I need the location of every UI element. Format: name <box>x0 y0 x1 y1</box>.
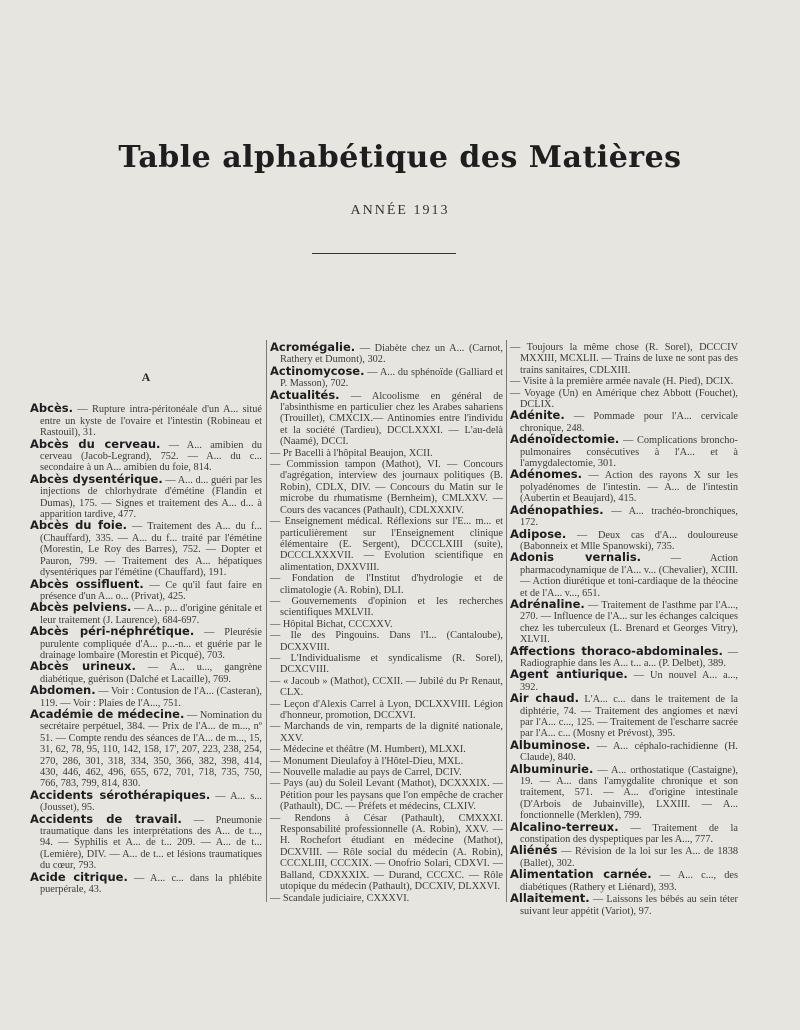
entry-heading: Actinomycose. <box>270 363 365 378</box>
index-entry <box>270 596 503 619</box>
index-entry <box>30 403 262 438</box>
index-entry <box>30 471 262 521</box>
index-entry <box>510 388 738 411</box>
entry-text: — Un nouvel A... a..., 392. <box>520 670 738 693</box>
entry-heading: Aliénés <box>510 843 558 858</box>
index-entry <box>30 626 262 661</box>
entry-heading: Adrénaline. <box>510 596 585 611</box>
entry-heading: Adénite. <box>510 408 565 423</box>
index-entry <box>510 819 738 846</box>
entry-heading: Abcès péri-néphrétique. <box>30 624 195 639</box>
entry-text: — A... p... d'origine génitale et leur traitement (J. Laurence), 684-697. <box>40 603 262 626</box>
entry-heading: Adonis vernalis. <box>510 550 642 565</box>
index-entry <box>510 893 738 917</box>
index-entry <box>270 756 503 767</box>
entry-heading: Abcès du cerveau. <box>30 436 161 451</box>
index-column-2 <box>270 342 503 904</box>
entry-text: — A... orthostatique (Castaigne), 19. — A... dans l'amygdalite chronique et son traitement, 571. — A... d'origine intestinale (D'Arbois de Jubainville), LXXIII. — A... fonctionnelle (Merklen), 799. <box>520 764 738 822</box>
index-entry <box>510 342 738 376</box>
entry-text: — Laissons les bébés au sein téter suivant leur appétit (Variot), 97. <box>520 894 738 917</box>
entry-text: — Révision de la loi sur les A... de 1838 (Ballet), 302. <box>520 846 738 869</box>
index-entry <box>510 376 738 387</box>
entry-heading: Abcès pelviens. <box>30 600 132 615</box>
entry-text: — Voir : Contusion de l'A... (Casteran), 119. — Voir : Plaies de l'A..., 751. <box>40 686 262 709</box>
index-entry <box>270 363 503 390</box>
entry-text: — Monument Dieulafoy à l'Hôtel-Dieu, MXL. <box>270 755 464 767</box>
entry-text: L'A... c... dans le traitement de la diphtérie, 74. — Traitement des angiomes et nævi par l'A... c..., 125. — Traitement de l'escharre sacrée par l'A... c... (Mosny et Prévost), 395. <box>520 694 739 740</box>
index-entry <box>510 737 738 764</box>
entry-heading: Acide citrique. <box>30 869 128 884</box>
index-entry <box>30 602 262 626</box>
entry-text: — Scandale judiciaire, CXXXVI. <box>270 892 410 904</box>
year-heading: ANNÉE 1913 <box>350 203 450 218</box>
index-entry <box>30 685 262 709</box>
entry-text: — Commission tampon (Mathot), VI. — Concours d'agrégation, interview des journaux politiques (B. Robin), CDLX, DIV. — Concours du Matin sur le microbe du rhumatisme (Bernheim), CMLXXV. — Cours des vacances (Pathault), CDLXXXIV. <box>270 459 503 516</box>
index-entry <box>270 699 503 722</box>
entry-heading: Actualités. <box>270 387 340 402</box>
entry-text: — Marchands de vin, remparts de la dignité nationale, XXV. <box>270 721 503 744</box>
entry-text: — L'Individualisme et syndicalisme (R. Sorel), DCXCVIII. <box>270 652 503 676</box>
index-entry <box>270 778 503 812</box>
index-entry <box>30 520 262 578</box>
index-entry <box>270 342 503 366</box>
entry-text: — Enseignement médical. Réflexions sur l'E... m... et particulièrement sur l'Enseignement clinique élémentaire (E. Sergent), DCCCLXIII (suite), DCCCLXXXVII. — Evolution scientifique en alimentation, DXXVIII. <box>270 516 503 573</box>
index-entry <box>270 893 503 904</box>
entry-text: — A... d... guéri par les injections de chlorhydrate d'émétine (Flandin et Dumas), 175. — Signes et traitement des A... d... à apparition tardive, 477. <box>40 474 262 521</box>
index-entry <box>510 643 739 670</box>
index-entry <box>510 469 738 504</box>
entry-text: — Pays (au) du Soleil Levant (Mathot), DCXXXIX. — Pétition pour les paysans que l'on empêche de cracher (Pathault), DC. — Préfets et médecins, CLXIV. <box>270 778 503 813</box>
index-entry <box>270 630 503 653</box>
entry-text: — Pr Bacelli à l'hôpital Beaujon, XCII. <box>270 447 433 459</box>
entry-text: — Alcoolisme en général de l'absinthisme en particulier chez les Arabes sahariens (Trouillet), CMXCIX.— Antinomies entre l'individu et la société (Tardieu), DCCLXXXI. — L'au-delà (Naamé), DCCI. <box>280 390 503 448</box>
index-entry <box>510 869 738 893</box>
entry-heading: Alimentation carnée. <box>510 867 652 882</box>
index-entry <box>270 744 503 755</box>
entry-text: — Complications broncho-pulmonaires consécutives à l'A... et à l'amygdalectomie, 301. <box>520 435 738 470</box>
entry-heading: Adipose. <box>510 526 567 541</box>
entry-text: — « Jacoub » (Mathot), CCXII. — Jubilé du Pr Renaut, CLX. <box>270 675 503 699</box>
index-entry <box>30 811 263 872</box>
index-entry <box>270 653 503 676</box>
index-entry <box>510 761 738 822</box>
entry-heading: Abcès ossifluent. <box>30 576 144 591</box>
entry-text: — Pneumonie traumatique dans les interprétations des A... de t..., 94. — Syphilis et A... de t... 209. — A... de t... (Lemière), DIV. — A... de t... et lésions traumatiques du cœur, 793. <box>40 814 263 872</box>
index-entry <box>270 573 503 596</box>
index-column-1 <box>30 340 262 895</box>
section-letter: A <box>141 370 151 384</box>
entry-text: — A... s... (Jousset), 95. <box>40 790 262 814</box>
entry-heading: Académie de médecine. <box>30 706 185 721</box>
index-entry <box>270 448 503 459</box>
entry-heading: Abcès du foie. <box>30 518 127 533</box>
index-entry <box>30 706 262 790</box>
entry-text: — Visite à la première armée navale (H. Pied), DCIX. <box>510 376 734 388</box>
column-3-entries <box>510 342 738 917</box>
index-entry <box>30 787 262 814</box>
entry-text: — Pleurésie purulente compliquée d'A... p...-n... et guérie par le drainage lombaire (Morestin et Picqué), 703. <box>40 627 262 661</box>
entry-heading: Abcès dysentérique. <box>30 471 163 486</box>
entry-heading: Agent antiurique. <box>510 667 628 682</box>
index-column-3 <box>510 342 738 917</box>
entry-text: — Hôpital Bichat, CCCXXV. <box>270 618 393 630</box>
entry-text: — Nomination du secrétaire perpétuel, 384. — Prix de l'A... de m..., nº 51. — Compte rendu des séances de l'A... de m..., 15, 31, 62, 78, 95, 110, 142, 158, 17', 207, 223, 238, 254, 270, 286, 301, 318, 334, 350, 366, 382, 398, 414, 430, 446, 462, 496, 655, 672, 701, 718, 735, 750, 766, 783, 799, 814, 830. <box>40 709 262 790</box>
title-rule <box>312 253 456 254</box>
entry-text: — Ce qu'il faut faire en présence d'un A... o... (Privat), 425. <box>40 579 262 602</box>
entry-heading: Adénoïdectomie. <box>510 432 620 447</box>
index-entry <box>270 516 503 573</box>
entry-heading: Abcès urineux. <box>30 659 136 674</box>
entry-text: — Leçon d'Alexis Carrel à Lyon, DCLXXVIII. Légion d'honneur, promotion, DCCXVI. <box>270 698 503 721</box>
entry-text: — Action des rayons X sur les polyadénomes de l'intestin. — A... de l'intestin (Aubertin et Beaujard), 415. <box>520 470 738 505</box>
index-entry <box>510 502 738 529</box>
entry-text: — Nouvelle maladie au pays de Carrel, DCIV. <box>270 767 462 779</box>
index-entry <box>270 459 503 516</box>
entry-text: — Fondation de l'Institut d'hydrologie et de climatologie (A. Robin), DLI. <box>270 573 503 596</box>
index-entry <box>270 676 503 699</box>
entry-heading: Accidents de travail. <box>30 811 182 826</box>
entry-text: — Voyage (Un) en Amérique chez Abbott (Fouchet), DCLIX. <box>510 387 738 411</box>
index-entry <box>30 661 262 685</box>
entry-heading: Abdomen. <box>30 683 96 698</box>
index-entry <box>510 596 738 646</box>
entry-text: — Deux cas d'A... douloureuse (Babonneix et Mlle Spanowski), 735. <box>520 529 738 552</box>
entry-text: — Rupture intra-péritonéale d'un A... situé entre un kyste de l'ovaire et l'intestin (Robineau et Rastouil), 31. <box>40 404 262 439</box>
entry-heading: Adénomes. <box>510 467 583 482</box>
entry-heading: Abcès. <box>30 401 73 416</box>
index-entry <box>30 869 262 896</box>
entry-text: — Diabète chez un A... (Carnot, Rathery et Dumont), 302. <box>280 343 503 366</box>
entry-heading: Affections thoraco-abdominales. <box>510 643 723 658</box>
entry-heading: Adénopathies. <box>510 502 604 517</box>
index-entry <box>270 387 503 448</box>
column-divider-2 <box>506 340 507 902</box>
entry-heading: Allaitement. <box>510 891 590 906</box>
entry-text: — Radiographie dans les A... t... a... (P. Delbet), 389. <box>520 646 739 669</box>
page-title: Table alphabétique des Matières <box>118 140 682 175</box>
index-entry <box>30 436 263 474</box>
entry-text: — A... du sphénoïde (Galliard et P. Masson), 702. <box>280 366 503 390</box>
index-entry <box>270 619 503 630</box>
entry-text: — Médecine et théâtre (M. Humbert), MLXXI. <box>270 744 466 756</box>
index-entry <box>510 434 738 469</box>
index-entry <box>270 813 503 893</box>
entry-heading: Air chaud. <box>510 691 579 706</box>
entry-text: — A... c... dans la phlébite puerpérale, 43. <box>40 872 262 896</box>
index-entry <box>30 576 262 603</box>
entry-text: — Gouvernements d'opinion et les recherches scientifiques MXLVII. <box>270 595 503 619</box>
entry-text: — Rendons à César (Pathault), CMXXXI. Responsabilité professionnelle (A. Robin), XXV. — H. Rochefort étudiant en médecine (Mathot), DCXVIII. — Rôle social du médecin (A. Robin), CCCXLIII, CCCXIX. — Onofrio Solari, CDXVI. — Balland, CDXXXIX. — Durand, CCCXC. — Rôle utopique du médecin (Pathault), DCCXIV, DLXXVI. <box>270 812 503 893</box>
index-entry <box>270 721 503 744</box>
column-divider-1 <box>266 340 267 902</box>
entry-heading: Albuminose. <box>510 737 591 752</box>
index-entry <box>510 693 738 740</box>
entry-text: — A... amibien du cerveau (Jacob-Legrand), 752. — A... du c... secondaire à un A... amibien du foie, 814. <box>40 439 263 474</box>
entry-text: — Pommade pour l'A... cervicale chronique, 248. <box>520 411 738 434</box>
column-2-entries <box>270 342 503 904</box>
entry-heading: Albuminurie. <box>510 761 594 776</box>
entry-text: — Traitement de l'asthme par l'A..., 270. — Influence de l'A... sur les échanges calciques chez les tuberculeux (L. Brenard et Georges Vitry), XLVII. <box>520 599 738 646</box>
index-entry <box>510 669 738 693</box>
index-entry <box>270 767 503 778</box>
entry-text: — A... c..., des diabétiques (Rathery et Liénard), 393. <box>520 870 738 893</box>
entry-text: — Toujours la même chose (R. Sorel), DCCCIV MXXIII, MCXLII. — Trains de luxe ne sont pas des trains sanitaires, CDLXIII. <box>510 342 738 376</box>
index-entry <box>510 410 738 434</box>
entry-text: — A... céphalo-rachidienne (H. Claude), 840. <box>520 740 738 764</box>
index-entry <box>510 552 738 599</box>
entry-heading: Acromégalie. <box>270 340 356 354</box>
entry-heading: Accidents sérothérapiques. <box>30 787 211 802</box>
entry-text: — A... trachéo-bronchiques, 172. <box>520 505 738 529</box>
column-1-entries <box>30 403 262 895</box>
entry-text: — Traitement des A... du f... (Chauffard), 335. — A... du f... traité par l'émétine (Morestin, Le Roy des Barres), 752. — Dopter et Pauron, 799. — Traitement des A... hépatiques dysentériques par l'émétine (Chauffard), 191. <box>40 521 262 579</box>
index-entry <box>510 526 738 553</box>
entry-text: — A... u..., gangrène diabétique, guérison (Dalché et Lacaille), 769. <box>40 662 262 685</box>
index-entry <box>510 845 738 869</box>
entry-text: — Ile des Pingouins. Dans l'I... (Cantaloube), DCXXVIII. <box>270 630 503 653</box>
entry-text: — Action pharmacodynamique de l'A... v... (Chevalier), XCIII. — Action diurétique et toni-cardiaque de la théocine et de l'A... v..., 651. <box>520 553 738 599</box>
entry-text: — Traitement de la constipation des dyspeptiques par les A..., 777. <box>520 822 738 846</box>
entry-heading: Alcalino-terreux. <box>510 819 619 834</box>
